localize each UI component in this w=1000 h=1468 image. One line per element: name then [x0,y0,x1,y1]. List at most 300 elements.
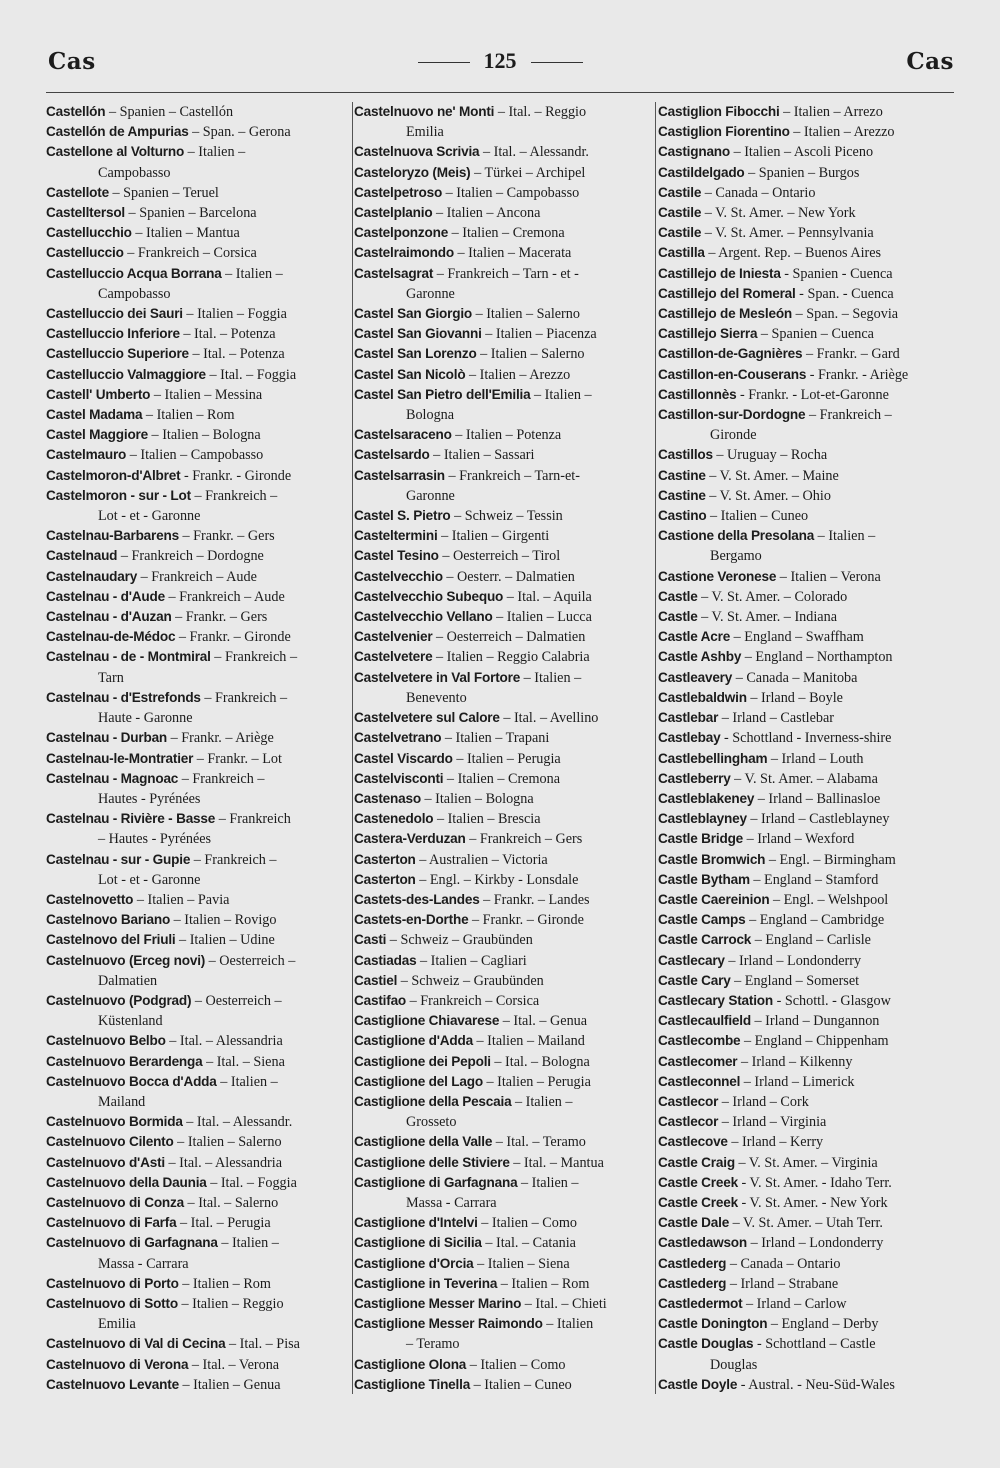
index-entry [658,870,956,890]
entry-location: – Canada – Ontario [701,184,816,201]
entry-location: – Italien – Pavia [133,891,230,908]
index-entry [658,728,956,748]
entry-location: – Ital. – Potenza [188,346,285,363]
entry-location: – V. St. Amer. – Indiana [697,609,837,626]
entry-location: – Italien – Bologna [420,790,534,807]
entry-headword: Castelluccio Superiore [46,346,189,362]
index-entry [658,324,956,344]
index-entry [354,769,650,789]
entry-headword: Casteloryzo (Meis) [354,164,471,180]
index-entry [658,688,956,708]
index-entry [46,223,342,243]
entry-headword: Castiglione Olona [354,1356,467,1372]
index-entry [354,1355,650,1375]
entry-headword: Castiglione del Lago [354,1073,483,1089]
entry-headword: Castle Cary [658,972,731,988]
entry-headword: Castlecary Station [658,992,774,1008]
index-entry [354,1254,650,1274]
entry-headword: Castine [658,467,706,483]
entry-headword: Castel Maggiore [46,427,148,443]
entry-headword: Castle Creek [658,1174,738,1190]
entry-headword: Castione Veronese [658,568,777,584]
index-entry [46,1334,342,1354]
entry-location: - Frankr. - Ariège [806,366,909,383]
entry-location: – V. St. Amer. – Maine [705,467,839,484]
entry-headword: Castillon-en-Couserans [658,366,807,382]
index-entry [354,789,650,809]
index-entry [354,1153,650,1173]
column-2 [354,102,650,1395]
index-entry [46,405,342,425]
index-entry [46,142,342,182]
entry-columns [46,102,956,1402]
entry-headword: Castelnuovo (Erceg novi) [46,952,206,968]
entry-location: – Schweiz – Tessin [450,508,563,525]
index-entry [658,829,956,849]
index-entry [354,708,650,728]
entry-location: – Italien – Mantua [131,225,240,242]
entry-location: – Canada – Ontario [726,1255,841,1272]
entry-headword: Castelnau - d'Aude [46,588,165,604]
entry-location: – Irland – Virginia [718,1114,827,1131]
entry-headword: Castiglione Chiavarese [354,1013,500,1029]
entry-continuation: Campobasso [98,164,171,181]
entry-location: – Italien – [530,386,592,403]
entry-headword: Castle Creek [658,1194,738,1210]
entry-location: – England – Cambridge [745,912,885,929]
entry-headword: Castle Camps [658,912,746,928]
index-entry [354,910,650,930]
entry-headword: Castel San Giorgio [354,306,473,322]
entry-location: – Frankreich – [210,649,298,666]
index-entry [46,728,342,748]
entry-location: – England – Stamford [749,871,879,888]
entry-headword: Castelsagrat [354,265,434,281]
entry-headword: Castiglione di Sicilia [354,1235,482,1251]
index-entry [658,910,956,930]
entry-continuation: Gironde [710,427,757,444]
index-entry [354,627,650,647]
entry-headword: Castenedolo [354,811,434,827]
entry-location: - Schottland - Inverness-shire [720,730,892,747]
header-dash-left [418,62,470,63]
entry-headword: Castel San Lorenzo [354,346,477,362]
entry-continuation: Campobasso [98,285,171,302]
index-entry [658,385,956,405]
entry-location: – Canada – Manitoba [732,669,858,686]
entry-location: – Italien – [216,1073,278,1090]
index-entry [658,971,956,991]
index-entry [46,1173,342,1193]
entry-headword: Casterton [354,871,416,887]
entry-headword: Castillonnès [658,386,737,402]
entry-headword: Castillejo del Romeral [658,285,796,301]
index-entry [46,264,342,304]
entry-headword: Castelnovo del Friuli [46,932,176,948]
index-entry [354,304,650,324]
entry-location: – Italien – [814,528,876,545]
index-entry [46,1233,342,1273]
index-entry [658,1334,956,1374]
entry-headword: Castelnuovo di Porto [46,1275,179,1291]
entry-location: – Oesterreich – Tirol [438,548,561,565]
entry-location: – Engl. – Kirkby - Lonsdale [415,871,579,888]
index-entry [46,385,342,405]
entry-location: – Italien – Ancona [432,205,541,222]
entry-location: – Spanien – Teruel [108,184,219,201]
entry-location: – Irland – Castlebar [718,710,834,727]
entry-headword: Castle Ashby [658,649,742,665]
index-entry [46,587,342,607]
index-entry [354,1092,650,1132]
entry-location: – Italien – Sassari [429,447,535,464]
entry-location: – Span. – Segovia [792,306,899,323]
entry-headword: Castelnau - d'Estrefonds [46,689,201,705]
index-entry [658,567,956,587]
index-entry [354,607,650,627]
entry-headword: Castelnaudary [46,568,138,584]
index-entry [354,183,650,203]
entry-location: – Italien – Salerno [173,1134,282,1151]
index-entry [658,163,956,183]
entry-headword: Castifao [354,992,407,1008]
entry-headword: Castelraimondo [354,245,454,261]
entry-headword: Castel Madama [46,407,143,423]
entry-headword: Castiglion Fibocchi [658,104,780,119]
entry-headword: Castillon-de-Gagnières [658,346,803,362]
entry-continuation: Massa - Carrara [406,1194,497,1211]
entry-location: – Frankreich – Tarn - et - [433,265,579,282]
entry-headword: Castlecor [658,1093,719,1109]
entry-headword: Castellón de Ampurias [46,124,189,140]
index-entry [354,324,650,344]
index-entry [658,445,956,465]
entry-headword: Castelnovetto [46,891,134,907]
entry-location: – Italien – Perugia [482,1073,591,1090]
entry-headword: Castleberry [658,770,731,786]
index-entry [46,102,342,122]
entry-location: – Australien – Victoria [415,851,548,868]
index-entry [354,163,650,183]
entry-location: – Irland – Ballinasloe [754,790,881,807]
index-entry [658,647,956,667]
entry-headword: Castelnuovo di Conza [46,1194,184,1210]
entry-headword: Castlederg [658,1275,727,1291]
entry-location: – Ital. – Aquila [503,588,592,605]
index-entry [46,749,342,769]
entry-headword: Castiglione d'Intelvi [354,1215,478,1231]
entry-location: – Irland – Londonderry [747,1235,884,1252]
entry-location: – Irland – Boyle [746,689,843,706]
entry-continuation: Emilia [406,124,444,141]
index-entry [46,1375,342,1395]
entry-location: – Irland – Kilkenny [737,1053,853,1070]
entry-location: – Frankreich – [200,689,288,706]
index-entry [658,587,956,607]
entry-location: – Irland – Londonderry [724,952,862,969]
entry-location: – Frankr. – Gironde [175,629,291,646]
entry-headword: Castile [658,205,702,221]
entry-headword: Castlebay [658,730,721,746]
entry-headword: Castell' Umberto [46,386,151,402]
index-entry [658,1213,956,1233]
entry-headword: Castelnuovo ne' Monti [354,104,495,119]
entry-headword: Castle Bytham [658,871,750,887]
entry-headword: Castelsarrasin [354,467,445,483]
index-entry [354,142,650,162]
entry-continuation: – Hautes - Pyrénées [98,831,212,848]
entry-headword: Castelnuovo di Verona [46,1356,189,1372]
entry-location: - Schottl. - Glasgow [773,992,891,1009]
entry-location: - Frankr. - Gironde [180,467,292,484]
index-entry [354,587,650,607]
entry-location: – Italien – Reggio [177,1295,284,1312]
entry-location: – Ital. – Alessandria [165,1033,283,1050]
entry-headword: Castelnuovo di Val di Cecina [46,1336,226,1352]
entry-continuation: Mailand [98,1093,146,1110]
entry-location: – Engl. – Birmingham [765,851,896,868]
index-entry [658,951,956,971]
index-entry [354,445,650,465]
entry-location: – Frankr. – Gironde [468,912,584,929]
index-entry [354,264,650,304]
index-entry [46,1031,342,1051]
index-entry [46,1112,342,1132]
entry-continuation: Garonne [406,285,455,302]
page-number-block [46,48,954,74]
entry-location: – Frankreich – Aude [137,568,257,585]
index-entry [46,1355,342,1375]
entry-continuation: Douglas [710,1356,758,1373]
entry-headword: Castelnau-Barbarens [46,528,179,544]
entry-location: – Ital. – Alessandr. [479,144,589,161]
entry-location: – Italien – Rom [142,407,235,424]
entry-headword: Castelnuovo (Podgrad) [46,992,192,1008]
entry-location: – Frankr. – Gard [802,346,900,363]
index-entry [354,1052,650,1072]
entry-headword: Castine [658,487,706,503]
entry-headword: Castelvetere sul Calore [354,710,500,726]
entry-headword: Castlecombe [658,1033,741,1049]
index-entry [46,910,342,930]
entry-continuation: Bergamo [710,548,762,565]
index-entry [354,951,650,971]
index-entry [354,1011,650,1031]
entry-location: – Ital. – Verona [188,1356,280,1373]
entry-location: – Ital. – Bologna [490,1053,590,1070]
entry-location: – Irland – Dungannon [750,1013,880,1030]
index-entry [354,567,650,587]
entry-headword: Castlecor [658,1114,719,1130]
entry-location: – Frankr. – Gers [171,609,268,626]
index-entry [658,243,956,263]
index-entry [658,1314,956,1334]
entry-location: – Ital. – Avellino [499,710,599,727]
entry-headword: Castiglione d'Adda [354,1033,473,1049]
entry-headword: Castel Tesino [354,548,439,564]
index-entry [658,1173,956,1193]
entry-headword: Castione della Presolana [658,528,815,544]
entry-location: – Italien – Perugia [452,750,561,767]
entry-location: - Austral. - Neu-Süd-Wales [737,1376,895,1393]
entry-headword: Castelponzone [354,225,449,241]
index-entry [46,607,342,627]
index-entry [46,445,342,465]
index-entry [658,890,956,910]
entry-headword: Castlebellingham [658,750,768,766]
entry-location: – Frankreich – Tarn-et- [444,467,580,484]
entry-location: - V. St. Amer. - Idaho Terr. [737,1174,892,1191]
index-entry [354,365,650,385]
index-entry [658,365,956,385]
entry-location: - Schottland – Castle [753,1336,876,1353]
entry-location: – V. St. Amer. – Ohio [705,487,831,504]
entry-location: – Irland – Strabane [726,1275,839,1292]
entry-headword: Castiglione delle Stiviere [354,1154,510,1170]
entry-location: – Italien – Messina [150,386,263,403]
entry-location: – England – Chippenham [740,1033,889,1050]
entry-headword: Castiglione Messer Marino [354,1295,522,1311]
entry-location: – Italien – [221,265,283,282]
entry-headword: Castiglione della Valle [354,1134,493,1150]
entry-headword: Castiadas [354,952,417,968]
index-entry [658,304,956,324]
entry-location: – Italien – Macerata [453,245,572,262]
index-entry [46,1072,342,1112]
entry-location: – Oesterr. – Dalmatien [442,568,575,585]
entry-headword: Castlecove [658,1134,728,1150]
index-entry [354,1072,650,1092]
entry-headword: Castle Douglas [658,1336,754,1352]
entry-location: – Italien – Arezzo [465,366,571,383]
entry-headword: Castelnau - d'Auzan [46,609,172,625]
entry-location: – England – Somerset [730,972,860,989]
entry-location: – V. St. Amer. – New York [701,205,856,222]
entry-headword: Castelnuovo Belbo [46,1033,166,1049]
entry-location: – Italien – Foggia [182,306,287,323]
index-entry [658,991,956,1011]
entry-location: – Italien – Salerno [476,346,585,363]
entry-headword: Castelvisconti [354,770,444,786]
entry-continuation: Massa - Carrara [98,1255,189,1272]
entry-continuation: Bologna [406,407,455,424]
index-entry [46,486,342,526]
entry-location: – Ital. – Teramo [492,1134,586,1151]
index-entry [658,1375,956,1395]
index-entry [354,809,650,829]
entry-headword: Castelltersol [46,205,125,221]
entry-location: – Italien [542,1316,594,1333]
index-entry [354,243,650,263]
entry-headword: Castiel [354,972,398,988]
entry-location: - V. St. Amer. - New York [737,1194,888,1211]
entry-location: – Frankreich – [190,487,278,504]
entry-headword: Castelnuovo di Farfa [46,1215,177,1231]
entry-headword: Castleavery [658,669,733,685]
index-entry [46,1213,342,1233]
index-entry [354,506,650,526]
entry-location: – Frankreich – [805,407,892,424]
index-entry [46,1132,342,1152]
entry-location: – Uruguay – Rocha [712,447,828,464]
entry-location: – Irland – Castleblayney [746,811,890,828]
column-1 [46,102,342,1395]
index-entry [658,627,956,647]
index-entry [46,546,342,566]
entry-location: – Ital. – Perugia [176,1215,271,1232]
entry-headword: Castelnau - Magnoac [46,770,179,786]
entry-location: – Irland – Limerick [740,1073,855,1090]
entry-location: – Italien – [517,1174,579,1191]
index-entry [658,102,956,122]
index-entry [658,486,956,506]
entry-headword: Castiglione Tinella [354,1376,471,1392]
index-entry [354,890,650,910]
entry-headword: Castelmauro [46,447,127,463]
index-entry [354,1233,650,1253]
index-entry [354,1132,650,1152]
entry-location: – Ital. – Potenza [179,326,276,343]
entry-headword: Casteltermini [354,528,438,544]
entry-headword: Castle Bridge [658,831,744,847]
index-entry [46,930,342,950]
entry-location: – Ital. – Pisa [225,1336,300,1353]
entry-headword: Castiglione d'Orcia [354,1255,474,1271]
entry-headword: Castile [658,184,702,200]
entry-location: – Oesterreich – [191,992,282,1009]
index-entry [354,1314,650,1354]
entry-location: – Italien – Brescia [433,811,541,828]
entry-headword: Castelnuovo di Garfagnana [46,1235,218,1251]
entry-location: – Italien – [520,669,582,686]
entry-headword: Castiglione di Garfagnana [354,1174,518,1190]
entry-location: – Italien – Arezzo [789,124,895,141]
entry-location: – Italien – Rom [178,1275,271,1292]
entry-headword: Castelnuovo Berardenga [46,1053,203,1069]
entry-headword: Castenaso [354,790,421,806]
header-dash-right [531,62,583,63]
index-entry [658,1274,956,1294]
index-entry [354,850,650,870]
entry-location: – England – Carlisle [751,932,871,949]
entry-headword: Castleblayney [658,811,747,827]
entry-location: – Italien – Cagliari [416,952,527,969]
entry-headword: Castignano [658,144,731,160]
index-entry [46,466,342,486]
entry-headword: Castelnuovo di Sotto [46,1295,178,1311]
entry-headword: Castelvetrano [354,730,442,746]
index-entry [658,466,956,486]
index-entry [354,203,650,223]
entry-location: – Ital. – Genua [499,1013,588,1030]
index-entry [658,122,956,142]
index-entry [658,930,956,950]
entry-headword: Castleconnel [658,1073,741,1089]
index-entry [46,526,342,546]
entry-location: – Spanien – Castellón [105,104,234,120]
index-entry [46,647,342,687]
entry-headword: Castelvetere in Val Fortore [354,669,521,685]
entry-location: – Span. – Gerona [188,124,291,141]
entry-headword: Castilla [658,245,705,261]
index-entry [658,223,956,243]
header-rule [46,92,954,93]
entry-headword: Castle Craig [658,1154,735,1170]
entry-location: – Italien – Bologna [148,427,261,444]
entry-location: – Türkei – Archipel [470,164,586,181]
entry-headword: Castel San Giovanni [354,326,482,342]
entry-headword: Castillejo de Mesleón [658,306,793,322]
